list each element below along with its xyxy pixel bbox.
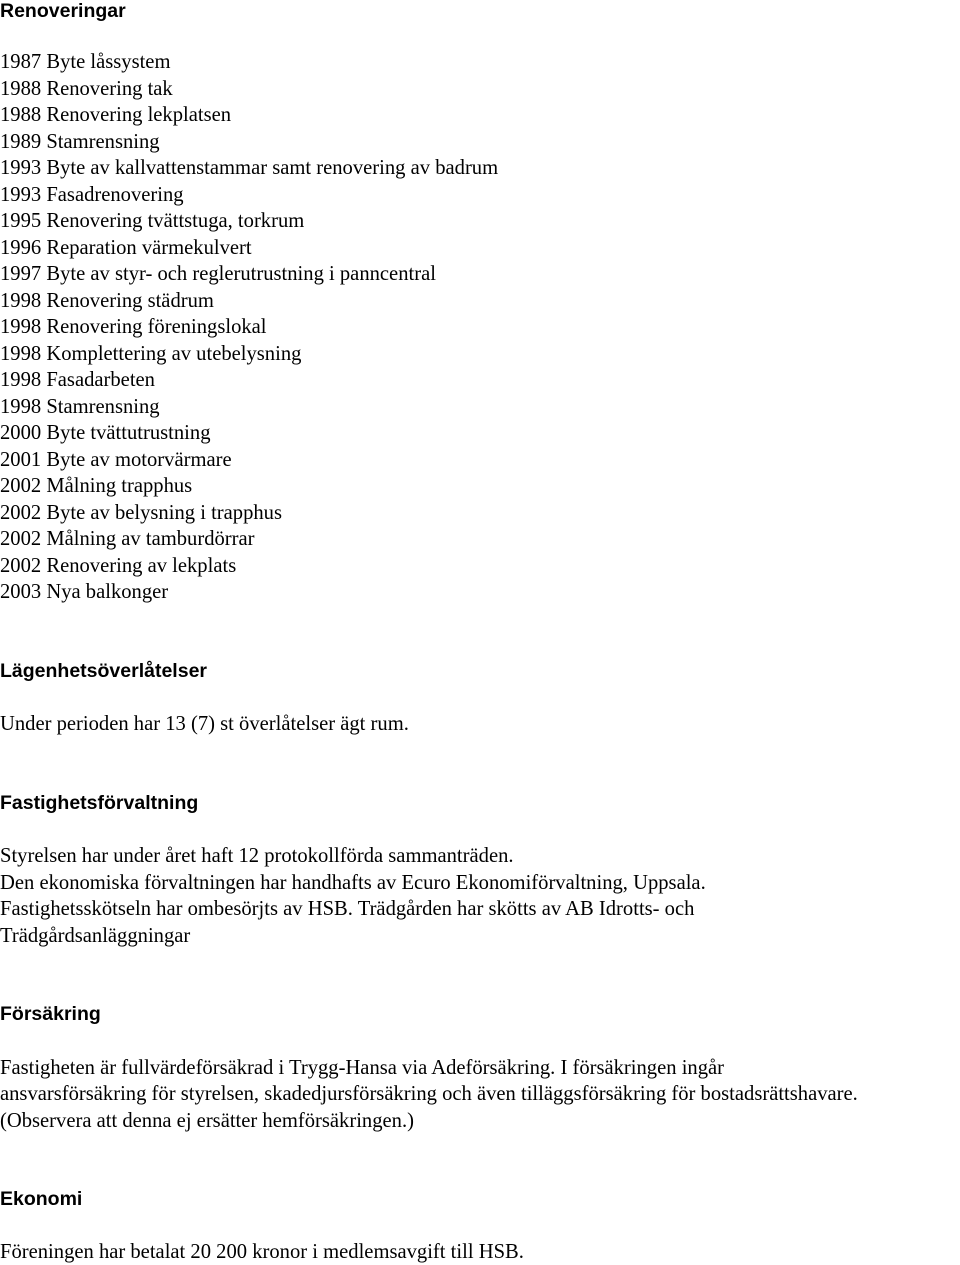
list-item: 1988 Renovering tak [0,77,173,100]
forvaltning-heading: Fastighetsförvaltning [0,792,199,814]
renoveringar-list [0,49,498,606]
list-item: 1993 Byte av kallvattenstammar samt renovering av badrum [0,157,499,179]
list-item: 2002 Renovering av lekplats [0,554,237,577]
list-item: 2000 Byte tvättutrustning [0,422,211,444]
list-item: 2002 Målning av tamburdörrar [0,528,255,550]
list-item: 1998 Komplettering av utebelysning [0,342,302,365]
list-item: 1997 Byte av styr- och reglerutrustning i panncentral [0,263,436,285]
list-item: 2001 Byte av motorvärmare [0,448,232,471]
renoveringar-heading: Renoveringar [0,0,126,22]
list-item: 1998 Renovering städrum [0,289,214,312]
forvaltning-line: Styrelsen har under året haft 12 protokollförda sammanträden. [0,845,514,867]
forvaltning-line: Fastighetsskötseln har ombesörjts av HSB. Trädgården har skötts av AB Idrotts- och [0,898,695,920]
list-item: 1993 Fasadrenovering [0,183,184,206]
forvaltning-line: Trädgårdsanläggningar [0,925,191,947]
forsakring-line: Fastigheten är fullvärdeförsäkrad i Trygg-Hansa via Adeförsäkring. I försäkringen ingår [0,1057,725,1079]
list-item: 1998 Renovering föreningslokal [0,316,267,338]
forsakring-line: (Observera att denna ej ersätter hemförsäkringen.) [0,1110,414,1132]
list-item: 1989 Stamrensning [0,130,160,153]
list-item: 1995 Renovering tvättstuga, torkrum [0,210,305,232]
list-item: 1998 Stamrensning [0,395,160,418]
list-item: 2003 Nya balkonger [0,581,169,603]
overlatelser-text: Under perioden har 13 (7) st överlåtelser ägt rum. [0,713,409,735]
overlatelser-heading: Lägenhetsöverlåtelser [0,660,208,682]
ekonomi-heading: Ekonomi [0,1188,83,1210]
list-item: 2002 Målning trapphus [0,475,193,497]
list-item: 2002 Byte av belysning i trapphus [0,501,282,524]
forsakring-line: ansvarsförsäkring för styrelsen, skadedjursförsäkring och även tilläggsförsäkring för bostadsrättshavare. [0,1083,858,1105]
forsakring-heading: Försäkring [0,1003,101,1025]
forvaltning-line: Den ekonomiska förvaltningen har handhafts av Ecuro Ekonomiförvaltning, Uppsala. [0,872,706,894]
list-item: 1988 Renovering lekplatsen [0,104,232,126]
ekonomi-text: Föreningen har betalat 20 200 kronor i medlemsavgift till HSB. [0,1241,524,1263]
list-item: 1996 Reparation värmekulvert [0,236,252,259]
list-item: 1998 Fasadarbeten [0,369,155,391]
list-item: 1987 Byte låssystem [0,51,171,73]
